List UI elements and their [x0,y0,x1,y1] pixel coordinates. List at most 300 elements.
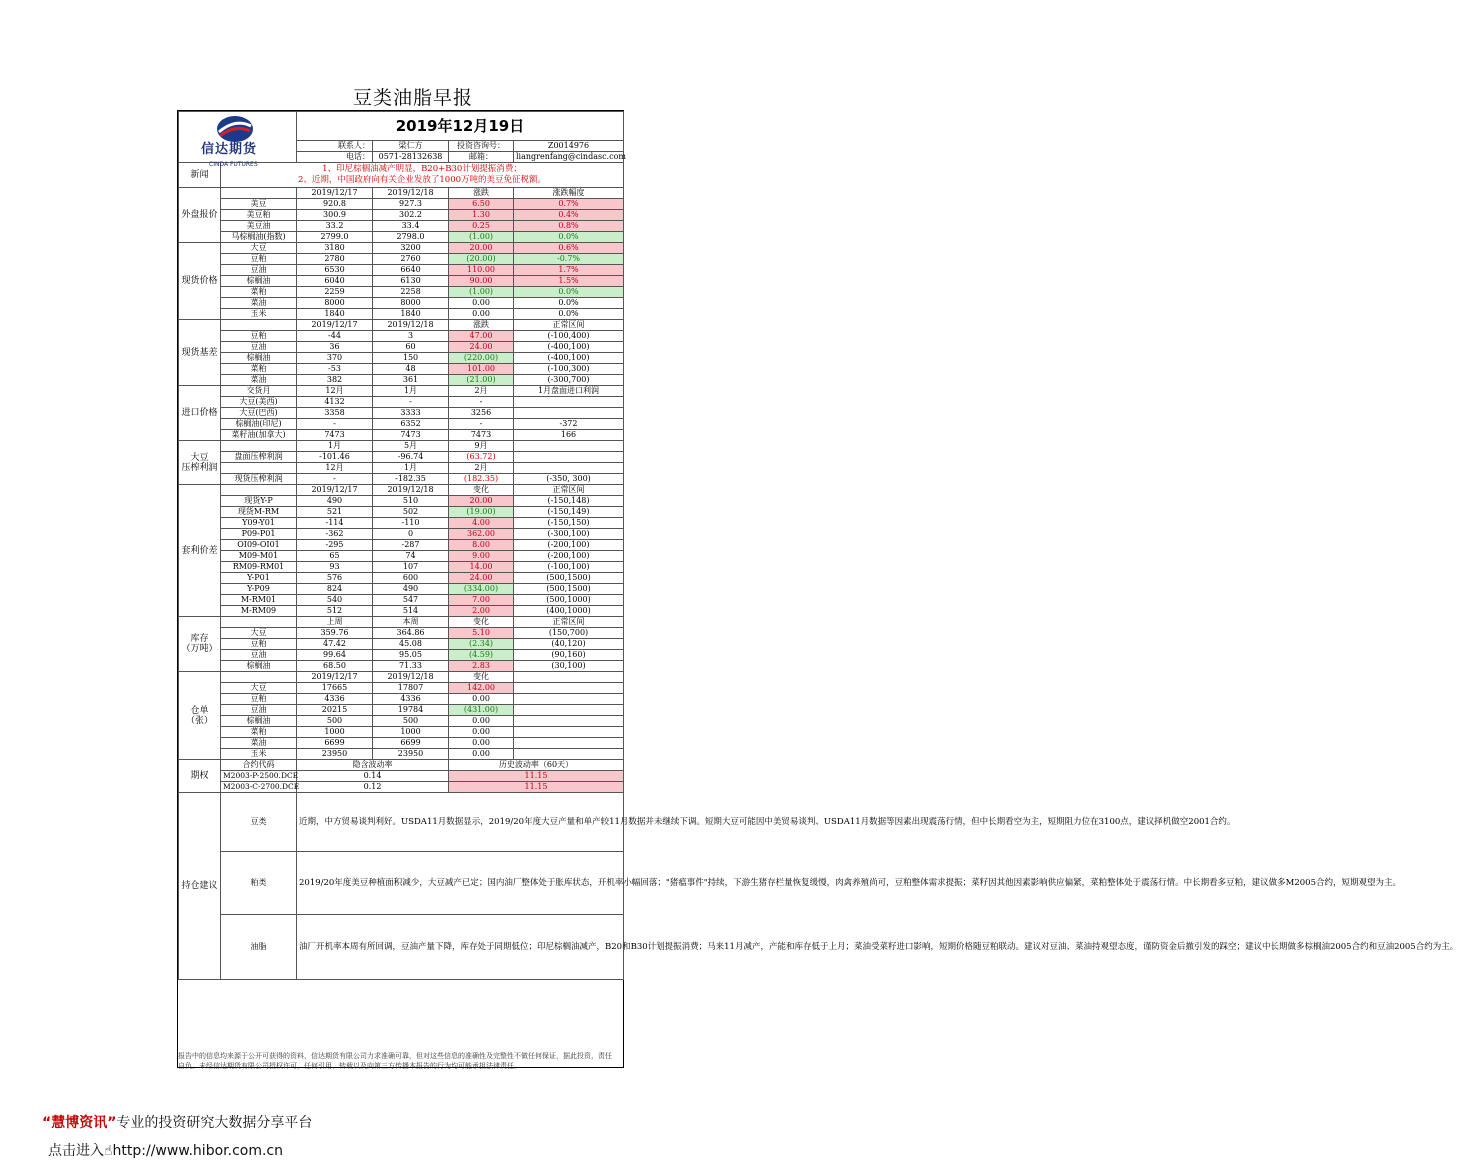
value-cell: 600 [373,573,449,584]
header-cell: 2019/12/18 [373,320,449,331]
footer-slogan [42,1112,312,1132]
value-cell: 17665 [297,683,373,694]
value-cell: 490 [297,496,373,507]
table-row [179,430,624,441]
header-cell: 2月 [449,386,514,397]
change-cell: 0.00 [449,727,514,738]
change-cell: 1.30 [449,210,514,221]
pct-cell: 0.0% [514,298,624,309]
email: liangrenfang@cindasc.com [514,152,624,163]
product-name: 菜粕 [221,287,297,298]
header-cell: 正常区间 [514,617,624,628]
change-cell: 142.00 [449,683,514,694]
value-cell: 33.2 [297,221,373,232]
pct-cell: 0.0% [514,309,624,320]
product-name: 大豆 [221,683,297,694]
change-cell: 9.00 [449,551,514,562]
change-cell: 0.00 [449,298,514,309]
table-row [179,705,624,716]
spread-name: M-RM01 [221,595,297,606]
header-cell: 1月盘面进口利润 [514,386,624,397]
value-cell: -110 [373,518,449,529]
header-cell [221,672,297,683]
empty-cell [514,716,624,727]
month-cell: 1月 [297,441,373,452]
advice-row [179,852,624,915]
change-cell: 4.00 [449,518,514,529]
document-title: 豆类油脂早报 [352,87,473,109]
header-cell: 历史波动率（60天） [449,760,624,771]
header-cell: 合约代码 [221,760,297,771]
month-cell: 5月 [373,441,449,452]
table-row [179,309,624,320]
header-cell [221,188,297,199]
range-cell: (500,1500) [514,584,624,595]
range-cell: (30,100) [514,661,624,672]
value-cell: 2799.0 [297,232,373,243]
table-row [179,716,624,727]
change-cell: 14.00 [449,562,514,573]
value-cell: 8000 [297,298,373,309]
warrant-header [179,672,624,683]
value-cell: 7473 [297,430,373,441]
product-name: 菜粕 [221,727,297,738]
advisor-no: Z0014976 [514,141,624,152]
value-cell: 2258 [373,287,449,298]
value-cell: -53 [297,364,373,375]
change-cell: 0.00 [449,716,514,727]
value-cell: 48 [373,364,449,375]
product-name: 美豆粕 [221,210,297,221]
product-name: 棕榈油(印尼) [221,419,297,430]
spread-name: OI09-OI01 [221,540,297,551]
table-row [179,276,624,287]
month-cell: 12月 [297,463,373,474]
value-cell: - [297,419,373,430]
header-cell: 涨跌幅度 [514,188,624,199]
value-cell: 1840 [297,309,373,320]
value-cell: 521 [297,507,373,518]
product-name: 菜油 [221,738,297,749]
value-cell: 361 [373,375,449,386]
spread-name: Y-P01 [221,573,297,584]
range-cell: (90,160) [514,650,624,661]
value-cell: 6530 [297,265,373,276]
table-row [179,342,624,353]
table-row [179,529,624,540]
spread-name: 现货M-RM [221,507,297,518]
value-cell: 2760 [373,254,449,265]
stock-label [179,617,221,672]
change-cell: 0.00 [449,738,514,749]
product-name: 棕榈油 [221,353,297,364]
product-name: 大豆 [221,243,297,254]
change-cell: (2.34) [449,639,514,650]
value-cell: 3358 [297,408,373,419]
month-cell: 9月 [449,441,514,452]
value-cell: - [373,397,449,408]
header-cell: 1月 [373,386,449,397]
value-cell: 74 [373,551,449,562]
product-name: 大豆 [221,628,297,639]
report-sheet [178,111,1458,980]
table-row [179,397,624,408]
table-row [179,199,624,210]
range-cell: (-150,148) [514,496,624,507]
range-cell: (-400,100) [514,342,624,353]
email-label: 邮箱： [449,152,514,163]
value-cell: 1000 [297,727,373,738]
change-cell: 101.00 [449,364,514,375]
value-cell: 547 [373,595,449,606]
value-cell: 359.76 [297,628,373,639]
pct-cell: 0.8% [514,221,624,232]
table-row [179,496,624,507]
value-cell: 166 [514,430,624,441]
spread-name: M-RM09 [221,606,297,617]
report-date: 2019年12月19日 [297,112,624,141]
value-cell: 150 [373,353,449,364]
table-row [179,518,624,529]
footer-link[interactable] [48,1140,283,1160]
value-cell: 3333 [373,408,449,419]
pct-cell: 0.6% [514,243,624,254]
header-cell [221,485,297,496]
value-cell: 7473 [449,430,514,441]
value-cell: - [449,419,514,430]
option-code: M2003-C-2700.DCE [221,782,297,793]
empty-cell [514,463,624,474]
header-cell: 12月 [297,386,373,397]
change-cell: 8.00 [449,540,514,551]
change-cell: 0.00 [449,309,514,320]
table-row [179,364,624,375]
value-cell: 3 [373,331,449,342]
table-row [179,628,624,639]
change-cell: (21.00) [449,375,514,386]
value-cell: 95.05 [373,650,449,661]
value-cell: -295 [297,540,373,551]
header-cell [221,320,297,331]
value-cell: 93 [297,562,373,573]
crush-months-1 [179,441,624,452]
pct-cell: 1.5% [514,276,624,287]
value-cell: 99.64 [297,650,373,661]
value-cell: 71.33 [373,661,449,672]
contact-name: 梁仁方 [373,141,449,152]
table-row [179,375,624,386]
product-name: 菜油 [221,298,297,309]
change-cell: (431.00) [449,705,514,716]
footer-brand: “慧博资讯” [42,1115,117,1131]
advice-label: 持仓建议 [179,793,221,980]
range-cell: (40,120) [514,639,624,650]
value-cell [514,397,624,408]
empty-cell [514,749,624,760]
change-cell: (334.00) [449,584,514,595]
stock-label-1: 库存 [190,634,209,644]
advice-category: 油脂 [221,915,297,980]
advice-text: 近期，中方贸易谈判利好。USDA11月数据显示，2019/20年度大豆产量和单产较11月数据并未继续下调。短期大豆可能因中美贸易谈判、USDA11月数据等因素出现震荡行情，但中长期看空为主，短期阻力位在3100点，建议择机做空2001合约。 [297,793,624,852]
header-cell: 2019/12/17 [297,188,373,199]
stock-header [179,617,624,628]
options-header [179,760,624,771]
change-cell: 110.00 [449,265,514,276]
table-row [179,287,624,298]
value-cell: -101.46 [297,452,373,463]
stock-label-2: （万吨） [181,644,218,654]
change-cell: 24.00 [449,573,514,584]
range-cell: (-100,100) [514,562,624,573]
header-cell: 2019/12/18 [373,485,449,496]
range-cell: (-300,100) [514,529,624,540]
table-row [179,210,624,221]
value-cell: 45.08 [373,639,449,650]
value-cell: 302.2 [373,210,449,221]
value-cell: 490 [373,584,449,595]
value-cell: -362 [297,529,373,540]
advice-row [179,915,624,980]
value-cell: -96.74 [373,452,449,463]
value-cell: 502 [373,507,449,518]
change-cell: 20.00 [449,496,514,507]
value-cell: 510 [373,496,449,507]
empty-cell [221,463,297,474]
change-cell: (20.00) [449,254,514,265]
cinda-logo-icon [215,114,255,144]
value-cell: 8000 [373,298,449,309]
table-row [179,353,624,364]
product-name: 大豆(巴西) [221,408,297,419]
table-row [179,540,624,551]
product-name: 棕榈油 [221,276,297,287]
value-cell [514,408,624,419]
header-cell: 2019/12/18 [373,188,449,199]
crush-label [179,441,221,485]
options-label: 期权 [179,760,221,793]
product-name: 棕榈油 [221,716,297,727]
table-row [179,419,624,430]
value-cell: 927.3 [373,199,449,210]
arb-header [179,485,624,496]
header-cell: 交货月 [221,386,297,397]
range-cell: (-150,150) [514,518,624,529]
table-row [179,243,624,254]
header-cell: 本周 [373,617,449,628]
empty-cell [514,694,624,705]
value-cell: 500 [297,716,373,727]
advice-text: 油厂开机率本周有所回调，豆油产量下降，库存处于同期低位；印尼棕榈油减产，B20和B30计划提振消费；马来11月减产，产能和库存低于上月；菜油受菜籽进口影响，短期价格随豆粕联动。建议对豆油、菜油持观望态度，谨防资金后撤引发的踩空；建议中长期做多棕榈油2005合约和豆油2005合约为主。 [297,915,624,980]
table-row [179,782,624,793]
warrant-label-2: （张） [185,715,213,726]
table-row [179,551,624,562]
spot-label: 现货价格 [179,243,221,320]
table-row [179,562,624,573]
table-row [179,298,624,309]
product-name: 豆油 [221,342,297,353]
table-row [179,639,624,650]
change-cell: 5.10 [449,628,514,639]
footer-url[interactable]: http://www.hibor.com.cn [112,1143,283,1159]
product-name: 棕榈油 [221,661,297,672]
product-name: 豆油 [221,650,297,661]
table-row [179,474,624,485]
month-cell: 1月 [373,463,449,474]
value-cell: 2259 [297,287,373,298]
change-cell: 2.83 [449,661,514,672]
value-cell: 1840 [373,309,449,320]
news-item: 2、近期，中国政府向有关企业发放了1000万吨的美豆免征税额。 [297,175,547,185]
spread-name: RM09-RM01 [221,562,297,573]
empty-cell [221,441,297,452]
warrant-label-1: 仓单 [190,705,209,716]
table-row [179,738,624,749]
change-cell: 0.00 [449,694,514,705]
advice-category: 豆类 [221,793,297,852]
value-cell: -114 [297,518,373,529]
empty-cell [514,738,624,749]
product-name: 美豆油 [221,221,297,232]
header-cell: 隐含波动率 [297,760,449,771]
logo-cn: 信达期货 [201,142,258,157]
hand-pointer-icon: ☝ [104,1143,113,1159]
value-cell: 514 [373,606,449,617]
value-cell: (182.35) [449,474,514,485]
logo-cell [179,112,297,168]
header-cell: 正常区间 [514,485,624,496]
value-cell: -44 [297,331,373,342]
range-cell: (-100,300) [514,364,624,375]
import-header [179,386,624,397]
value-cell: 824 [297,584,373,595]
header-cell: 2019/12/17 [297,485,373,496]
spread-name: Y09-Y01 [221,518,297,529]
table-row [179,221,624,232]
table-row [179,661,624,672]
pct-cell: -0.7% [514,254,624,265]
table-row [179,771,624,782]
month-cell: 2月 [449,463,514,474]
product-name: 马棕榈油(指数) [221,232,297,243]
table-row [179,573,624,584]
change-cell: 2.00 [449,606,514,617]
value-cell: 19784 [373,705,449,716]
product-name: 大豆(美西) [221,397,297,408]
empty-cell [514,441,624,452]
value-cell: 60 [373,342,449,353]
header-cell: 涨跌 [449,320,514,331]
value-cell: 47.42 [297,639,373,650]
change-cell: (1.00) [449,287,514,298]
value-cell: 23950 [297,749,373,760]
change-cell: 47.00 [449,331,514,342]
table-row [179,232,624,243]
header-cell: 2019/12/17 [297,672,373,683]
basis-header [179,320,624,331]
value-cell: 300.9 [297,210,373,221]
footer-enter-label: 点击进入 [48,1143,104,1159]
table-row [179,254,624,265]
table-row [179,331,624,342]
change-cell: 0.25 [449,221,514,232]
table-row [179,683,624,694]
product-name: 菜粕 [221,364,297,375]
value-cell: -372 [514,419,624,430]
empty-cell [514,683,624,694]
value-cell: (63.72) [449,452,514,463]
table-row [179,408,624,419]
historical-vol: 11.15 [449,782,624,793]
table-row [179,749,624,760]
value-cell: 7473 [373,430,449,441]
value-cell: 4132 [297,397,373,408]
empty-cell [514,452,624,463]
spread-name: 现货Y-P [221,496,297,507]
product-name: 豆粕 [221,331,297,342]
implied-vol: 0.14 [297,771,449,782]
value-cell: 2798.0 [373,232,449,243]
news-content [221,163,624,188]
spread-name: Y-P09 [221,584,297,595]
change-cell: (4.59) [449,650,514,661]
range-cell: (-400,100) [514,353,624,364]
value-cell: 6130 [373,276,449,287]
value-cell: 2780 [297,254,373,265]
pct-cell: 0.4% [514,210,624,221]
value-cell: 6699 [297,738,373,749]
product-name: 菜油 [221,375,297,386]
change-cell: 90.00 [449,276,514,287]
change-cell: (19.00) [449,507,514,518]
value-cell: 540 [297,595,373,606]
value-cell: 6699 [373,738,449,749]
disclaimer: 报告中的信息均来源于公开可获得的资料，信达期货有限公司力求准确可靠，但对这些信息的准确性及完整性不做任何保证，据此投资，责任自负。未经信达期货有限公司授权许可，任何引用、转载以及向第三方传播本报告的行为均可能承担法律责任。 [178,1052,612,1070]
overseas-header [179,188,624,199]
value-cell: 3200 [373,243,449,254]
change-cell: 7.00 [449,595,514,606]
product-name: 豆粕 [221,694,297,705]
change-cell: 20.00 [449,243,514,254]
change-cell: 6.50 [449,199,514,210]
table-row [179,507,624,518]
header-cell: 涨跌 [449,188,514,199]
range-cell: (-150,149) [514,507,624,518]
product-name: 豆油 [221,705,297,716]
table-row [179,265,624,276]
range-cell: (-300,700) [514,375,624,386]
range-cell: (-200,100) [514,551,624,562]
value-cell: 4336 [297,694,373,705]
value-cell: 17807 [373,683,449,694]
value-cell: 33.4 [373,221,449,232]
range-cell: (500,1000) [514,595,624,606]
change-cell: (1.00) [449,232,514,243]
pct-cell: 1.7% [514,265,624,276]
value-cell: 20215 [297,705,373,716]
pct-cell: 0.0% [514,287,624,298]
product-name: 豆粕 [221,639,297,650]
pct-cell: 0.0% [514,232,624,243]
header-cell: 上周 [297,617,373,628]
empty-cell [514,727,624,738]
product-name: 美豆 [221,199,297,210]
value-cell: 68.50 [297,661,373,672]
advisor-label: 投资咨询号： [449,141,514,152]
table-row [179,584,624,595]
product-name: 玉米 [221,749,297,760]
change-cell: (220.00) [449,353,514,364]
header-cell [221,617,297,628]
